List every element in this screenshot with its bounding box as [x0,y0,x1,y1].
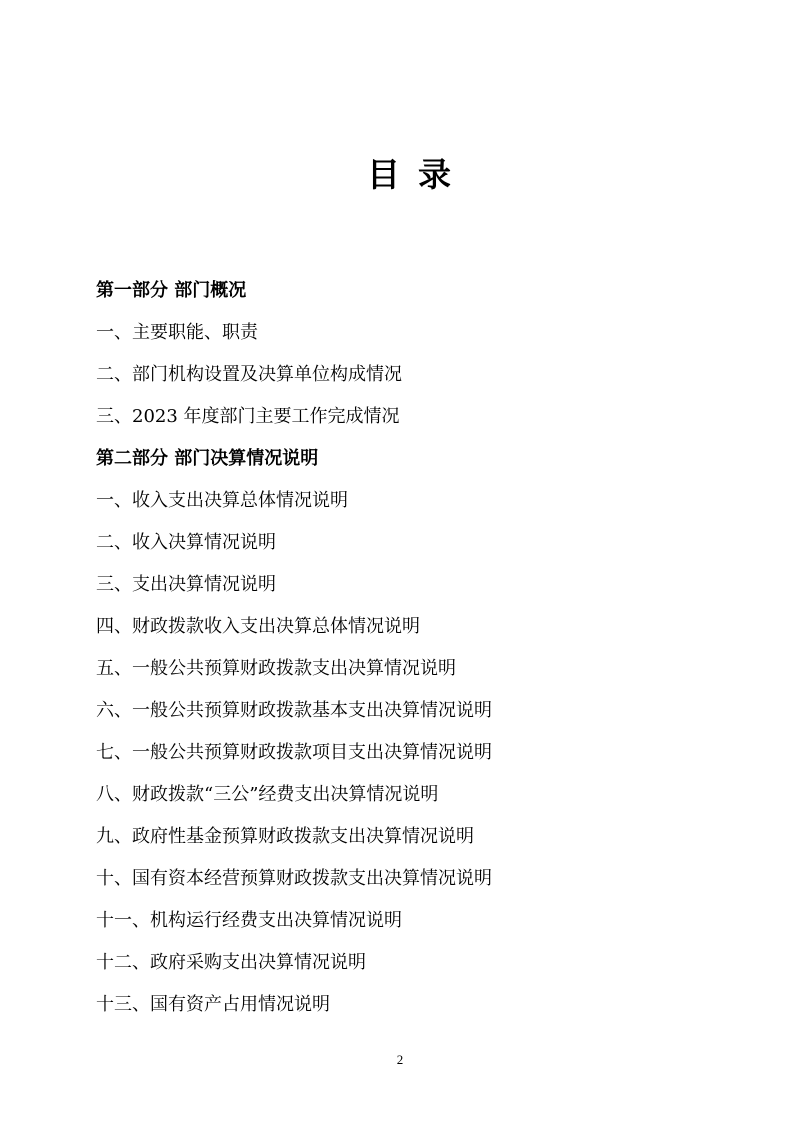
toc-item[interactable]: 一、主要职能、职责 [96,322,258,343]
toc-item[interactable]: 八、财政拨款“三公”经费支出决算情况说明 [96,784,439,805]
toc-item[interactable]: 六、一般公共预算财政拨款基本支出决算情况说明 [96,700,492,721]
toc-item[interactable]: 十、国有资本经营预算财政拨款支出决算情况说明 [96,868,492,889]
toc-item[interactable]: 五、一般公共预算财政拨款支出决算情况说明 [96,658,456,679]
toc-item[interactable]: 九、政府性基金预算财政拨款支出决算情况说明 [96,826,474,847]
toc-item[interactable]: 七、一般公共预算财政拨款项目支出决算情况说明 [96,742,492,763]
toc-item[interactable]: 二、部门机构设置及决算单位构成情况 [96,364,402,385]
toc-item[interactable]: 十二、政府采购支出决算情况说明 [96,952,366,973]
page-number: 2 [396,1052,404,1067]
toc-item[interactable]: 二、收入决算情况说明 [96,532,276,553]
toc-item[interactable]: 四、财政拨款收入支出决算总体情况说明 [96,616,420,637]
toc-item[interactable]: 三、支出决算情况说明 [96,574,276,595]
toc-section-heading[interactable]: 第一部分 部门概况 [96,280,247,301]
toc-item[interactable]: 十三、国有资产占用情况说明 [96,994,330,1015]
page-title: 目录 [367,155,469,194]
toc-item[interactable]: 十一、机构运行经费支出决算情况说明 [96,910,402,931]
toc-item[interactable]: 三、2023 年度部门主要工作完成情况 [96,406,400,427]
table-of-contents [96,270,736,1026]
toc-section-heading[interactable]: 第二部分 部门决算情况说明 [96,448,319,469]
toc-item[interactable]: 一、收入支出决算总体情况说明 [96,490,348,511]
